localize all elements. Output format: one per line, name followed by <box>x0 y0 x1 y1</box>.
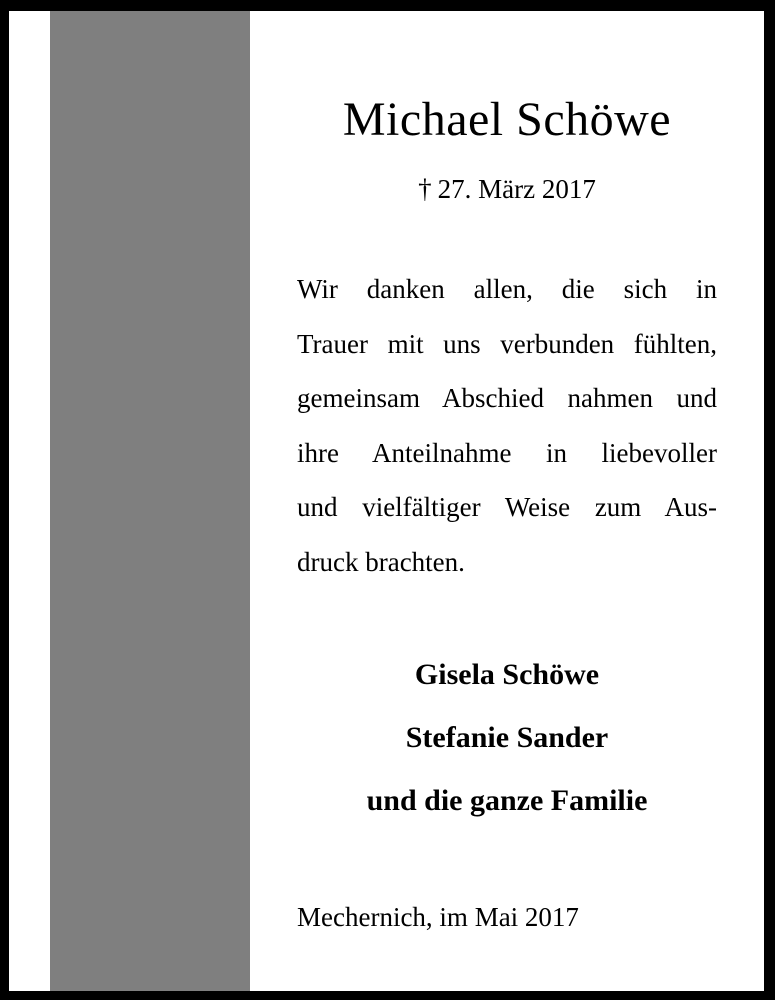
thanks-line: gemeinsam Abschied nahmen und <box>297 383 717 413</box>
thanks-line: ihre Anteilnahme in liebevoller <box>297 437 717 468</box>
place-date: Mechernich, im Mai 2017 <box>297 902 579 932</box>
signatory: Gisela Schöwe <box>414 658 600 691</box>
signatory: Stefanie Sander <box>405 721 609 754</box>
signatory: und die ganze Familie <box>366 784 648 817</box>
thanks-line: Wir danken allen, die sich in <box>297 274 717 304</box>
thanks-paragraph <box>297 262 717 589</box>
thanks-line: druck brachten. <box>297 546 465 577</box>
deceased-name: Michael Schöwe <box>342 93 672 146</box>
death-date: 27. März 2017 <box>437 174 596 204</box>
thanks-line: und vielfältiger Weise zum Aus- <box>297 492 717 522</box>
signatories <box>277 648 737 837</box>
cross-icon: † <box>418 174 432 204</box>
death-date-line <box>297 174 717 205</box>
thanks-line: Trauer mit uns verbunden fühlten, <box>297 328 717 359</box>
gray-side-band <box>50 11 250 991</box>
